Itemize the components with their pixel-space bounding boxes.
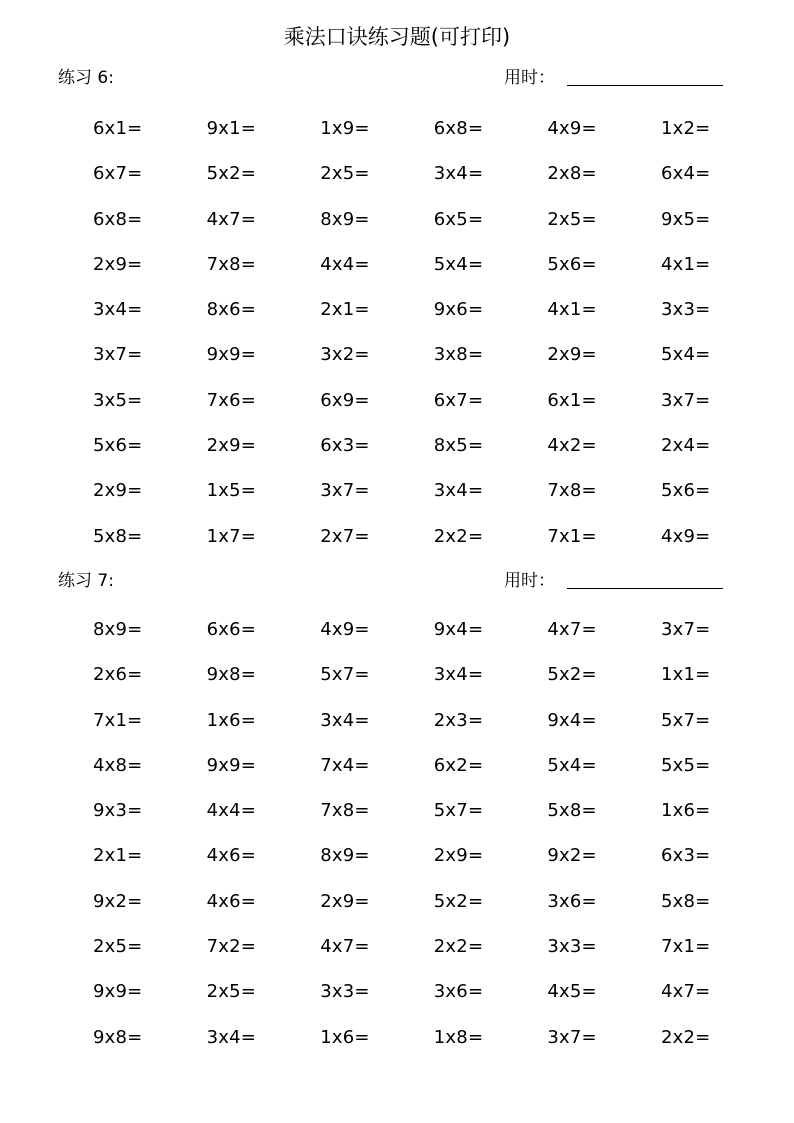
multiplication-problem: 9x1= <box>206 118 257 139</box>
multiplication-problem: 4x4= <box>320 253 370 275</box>
multiplication-problem: 9x2= <box>547 845 597 867</box>
multiplication-problem: 7x8= <box>206 253 257 275</box>
multiplication-problem: 1x6= <box>206 709 257 731</box>
time-blank-line <box>567 588 723 589</box>
multiplication-problem: 7x1= <box>93 709 143 731</box>
multiplication-problem: 3x4= <box>433 163 484 185</box>
multiplication-problem: 5x6= <box>547 253 597 275</box>
multiplication-problem: 3x7= <box>660 619 711 640</box>
multiplication-problem: 9x6= <box>433 299 484 321</box>
multiplication-problem: 6x1= <box>547 389 597 411</box>
exercise-7-problem-grid <box>93 617 733 1070</box>
multiplication-problem: 5x8= <box>660 890 711 912</box>
multiplication-problem: 8x5= <box>433 435 484 457</box>
multiplication-problem: 6x1= <box>93 118 143 139</box>
multiplication-problem: 5x4= <box>433 253 484 275</box>
multiplication-problem: 2x5= <box>320 163 370 185</box>
multiplication-problem: 5x5= <box>660 754 711 776</box>
multiplication-problem: 1x1= <box>660 664 711 686</box>
multiplication-problem: 2x5= <box>93 936 143 958</box>
multiplication-problem: 3x2= <box>320 344 370 366</box>
exercise-label: 练习 6: <box>58 68 114 88</box>
multiplication-problem: 6x7= <box>93 163 143 185</box>
multiplication-problem: 1x9= <box>320 118 370 139</box>
multiplication-problem: 3x7= <box>660 389 711 411</box>
multiplication-problem: 5x2= <box>547 664 597 686</box>
multiplication-problem: 6x8= <box>433 118 484 139</box>
multiplication-problem: 5x8= <box>93 525 143 547</box>
multiplication-problem: 6x7= <box>433 389 484 411</box>
multiplication-problem: 9x9= <box>93 981 143 1003</box>
multiplication-problem: 4x5= <box>547 981 597 1003</box>
multiplication-problem: 9x4= <box>547 709 597 731</box>
multiplication-problem: 4x7= <box>660 981 711 1003</box>
multiplication-problem: 3x7= <box>93 344 143 366</box>
multiplication-problem: 8x9= <box>93 619 143 640</box>
multiplication-problem: 9x4= <box>433 619 484 640</box>
multiplication-problem: 4x9= <box>320 619 370 640</box>
multiplication-problem: 4x9= <box>547 118 597 139</box>
timer-label: 用时： <box>504 571 555 591</box>
multiplication-problem: 2x9= <box>433 845 484 867</box>
multiplication-problem: 6x3= <box>320 435 370 457</box>
multiplication-problem: 3x3= <box>547 936 597 958</box>
multiplication-problem: 1x2= <box>660 118 711 139</box>
multiplication-problem: 3x7= <box>547 1026 597 1048</box>
page-title: 乘法口诀练习题(可打印) <box>283 25 511 49</box>
multiplication-problem: 3x7= <box>320 480 370 502</box>
multiplication-problem: 5x7= <box>433 800 484 822</box>
multiplication-problem: 9x8= <box>93 1026 143 1048</box>
multiplication-problem: 5x6= <box>93 435 143 457</box>
multiplication-problem: 5x4= <box>547 754 597 776</box>
multiplication-problem: 1x5= <box>206 480 257 502</box>
multiplication-problem: 7x6= <box>206 389 257 411</box>
exercise-7-header <box>0 567 794 597</box>
multiplication-problem: 7x4= <box>320 754 370 776</box>
multiplication-problem: 1x6= <box>320 1026 370 1048</box>
multiplication-problem: 6x9= <box>320 389 370 411</box>
multiplication-problem: 2x2= <box>433 936 484 958</box>
multiplication-problem: 2x5= <box>206 981 257 1003</box>
multiplication-problem: 6x3= <box>660 845 711 867</box>
exercise-label: 练习 7: <box>58 571 114 591</box>
multiplication-problem: 8x9= <box>320 845 370 867</box>
multiplication-problem: 5x7= <box>660 709 711 731</box>
multiplication-problem: 7x2= <box>206 936 257 958</box>
multiplication-problem: 2x9= <box>206 435 257 457</box>
multiplication-problem: 3x5= <box>93 389 143 411</box>
multiplication-problem: 3x4= <box>206 1026 257 1048</box>
multiplication-problem: 3x3= <box>660 299 711 321</box>
multiplication-problem: 2x4= <box>660 435 711 457</box>
exercise-6-problem-grid <box>93 116 733 569</box>
multiplication-problem: 2x8= <box>547 163 597 185</box>
multiplication-problem: 4x6= <box>206 845 257 867</box>
multiplication-problem: 2x9= <box>320 890 370 912</box>
multiplication-problem: 2x3= <box>433 709 484 731</box>
multiplication-problem: 2x7= <box>320 525 370 547</box>
exercise-6-header <box>0 64 794 94</box>
multiplication-problem: 4x1= <box>660 253 711 275</box>
multiplication-problem: 3x6= <box>547 890 597 912</box>
multiplication-problem: 3x3= <box>320 981 370 1003</box>
multiplication-problem: 7x1= <box>547 525 597 547</box>
multiplication-problem: 4x4= <box>206 800 257 822</box>
time-blank-line <box>567 85 723 86</box>
multiplication-problem: 4x9= <box>660 525 711 547</box>
multiplication-problem: 4x2= <box>547 435 597 457</box>
multiplication-problem: 3x4= <box>433 664 484 686</box>
multiplication-problem: 2x1= <box>320 299 370 321</box>
multiplication-problem: 6x8= <box>93 208 143 230</box>
multiplication-problem: 9x3= <box>93 800 143 822</box>
multiplication-problem: 2x2= <box>433 525 484 547</box>
multiplication-problem: 3x6= <box>433 981 484 1003</box>
multiplication-problem: 8x9= <box>320 208 370 230</box>
multiplication-problem: 1x7= <box>206 525 257 547</box>
multiplication-problem: 3x4= <box>320 709 370 731</box>
multiplication-problem: 3x8= <box>433 344 484 366</box>
multiplication-problem: 4x7= <box>320 936 370 958</box>
multiplication-problem: 2x5= <box>547 208 597 230</box>
multiplication-problem: 1x8= <box>433 1026 484 1048</box>
multiplication-problem: 2x9= <box>93 480 143 502</box>
multiplication-problem: 5x8= <box>547 800 597 822</box>
multiplication-problem: 2x1= <box>93 845 143 867</box>
multiplication-problem: 4x1= <box>547 299 597 321</box>
multiplication-problem: 2x2= <box>660 1026 711 1048</box>
multiplication-problem: 2x6= <box>93 664 143 686</box>
multiplication-problem: 9x9= <box>206 754 257 776</box>
multiplication-problem: 9x2= <box>93 890 143 912</box>
multiplication-problem: 2x9= <box>547 344 597 366</box>
multiplication-problem: 2x9= <box>93 253 143 275</box>
multiplication-problem: 5x2= <box>433 890 484 912</box>
multiplication-problem: 6x2= <box>433 754 484 776</box>
multiplication-problem: 4x7= <box>547 619 597 640</box>
multiplication-problem: 4x8= <box>93 754 143 776</box>
multiplication-problem: 4x7= <box>206 208 257 230</box>
multiplication-problem: 7x8= <box>320 800 370 822</box>
multiplication-problem: 4x6= <box>206 890 257 912</box>
multiplication-problem: 5x6= <box>660 480 711 502</box>
multiplication-problem: 9x8= <box>206 664 257 686</box>
multiplication-problem: 3x4= <box>433 480 484 502</box>
multiplication-problem: 7x1= <box>660 936 711 958</box>
multiplication-problem: 1x6= <box>660 800 711 822</box>
multiplication-problem: 9x5= <box>660 208 711 230</box>
multiplication-problem: 5x2= <box>206 163 257 185</box>
multiplication-problem: 8x6= <box>206 299 257 321</box>
multiplication-problem: 5x4= <box>660 344 711 366</box>
multiplication-problem: 6x5= <box>433 208 484 230</box>
multiplication-problem: 3x4= <box>93 299 143 321</box>
multiplication-problem: 6x6= <box>206 619 257 640</box>
timer-label: 用时： <box>504 68 555 88</box>
multiplication-problem: 7x8= <box>547 480 597 502</box>
multiplication-problem: 9x9= <box>206 344 257 366</box>
multiplication-problem: 5x7= <box>320 664 370 686</box>
multiplication-problem: 6x4= <box>660 163 711 185</box>
